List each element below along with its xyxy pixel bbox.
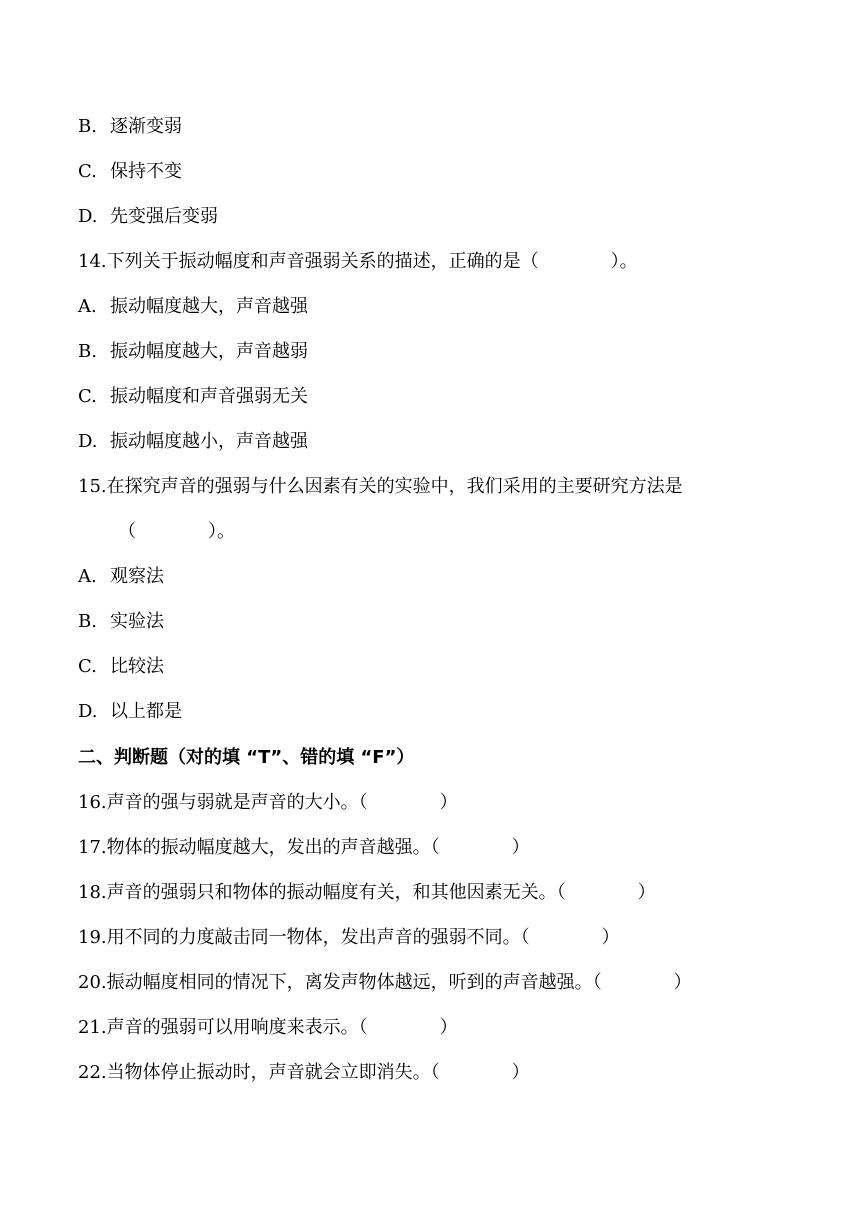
question-text: 下列关于振动幅度和声音强弱关系的描述，正确的是（ ）。 — [106, 251, 638, 272]
q14-option-b — [78, 340, 308, 364]
judgment-item-16 — [78, 791, 458, 815]
q14-option-a — [78, 295, 308, 319]
q15-stem — [78, 475, 683, 499]
option-letter: A. — [78, 566, 97, 587]
question-text: 在探究声音的强弱与什么因素有关的实验中，我们采用的主要研究方法是 — [106, 476, 683, 497]
question-number: 17. — [78, 837, 107, 858]
q15-stem-continuation — [118, 520, 235, 544]
question-text: 振动幅度相同的情况下，离发声物体越远，听到的声音越强。（ ） — [106, 972, 692, 993]
question-text: 声音的强弱可以用响度来表示。（ ） — [106, 1017, 458, 1038]
option-text: 以上都是 — [110, 701, 182, 722]
question-number: 22. — [78, 1062, 107, 1083]
q14-option-c — [78, 385, 308, 409]
option-letter: B. — [78, 116, 97, 137]
question-text: 声音的强弱只和物体的振动幅度有关，和其他因素无关。（ ） — [106, 882, 656, 903]
option-text: 先变强后变弱 — [110, 206, 218, 227]
question-text-cont: （ ）。 — [118, 521, 235, 542]
judgment-item-19 — [78, 926, 620, 950]
option-text: 振动幅度和声音强弱无关 — [110, 386, 308, 407]
option-letter: B. — [78, 341, 97, 362]
option-text: 观察法 — [110, 566, 164, 587]
option-text: 振动幅度越小，声音越强 — [110, 431, 308, 452]
judgment-item-17 — [78, 836, 530, 860]
question-number: 15. — [78, 476, 107, 497]
question-number: 19. — [78, 927, 107, 948]
option-letter: D. — [78, 206, 98, 227]
option-text: 实验法 — [110, 611, 164, 632]
question-number: 14. — [78, 251, 107, 272]
option-letter: C. — [78, 161, 97, 182]
judgment-item-21 — [78, 1016, 458, 1040]
option-text: 逐渐变弱 — [110, 116, 182, 137]
option-letter: C. — [78, 386, 97, 407]
q15-option-b — [78, 610, 164, 634]
q13-option-d — [78, 205, 218, 229]
question-number: 20. — [78, 972, 107, 993]
question-text: 用不同的力度敲击同一物体，发出声音的强弱不同。（ ） — [106, 927, 620, 948]
option-letter: C. — [78, 656, 97, 677]
question-number: 18. — [78, 882, 107, 903]
judgment-item-18 — [78, 881, 656, 905]
option-text: 振动幅度越大，声音越弱 — [110, 341, 308, 362]
q14-option-d — [78, 430, 308, 454]
question-text: 声音的强与弱就是声音的大小。（ ） — [106, 792, 458, 813]
q14-stem — [78, 250, 638, 274]
option-letter: A. — [78, 296, 97, 317]
option-text: 振动幅度越大，声音越强 — [110, 296, 308, 317]
option-letter: D. — [78, 701, 98, 722]
q15-option-c — [78, 655, 164, 679]
option-letter: D. — [78, 431, 98, 452]
judgment-item-20 — [78, 971, 692, 995]
question-number: 16. — [78, 792, 107, 813]
q15-option-d — [78, 700, 182, 724]
q13-option-b — [78, 115, 182, 139]
section-heading: 二、判断题（对的填 “T”、错的填 “F”） — [78, 747, 415, 768]
option-text: 保持不变 — [110, 161, 182, 182]
q13-option-c — [78, 160, 182, 184]
judgment-item-22 — [78, 1061, 530, 1085]
question-text: 物体的振动幅度越大，发出的声音越强。（ ） — [106, 837, 530, 858]
option-text: 比较法 — [110, 656, 164, 677]
option-letter: B. — [78, 611, 97, 632]
question-number: 21. — [78, 1017, 107, 1038]
q15-option-a — [78, 565, 164, 589]
question-text: 当物体停止振动时，声音就会立即消失。（ ） — [106, 1062, 530, 1083]
